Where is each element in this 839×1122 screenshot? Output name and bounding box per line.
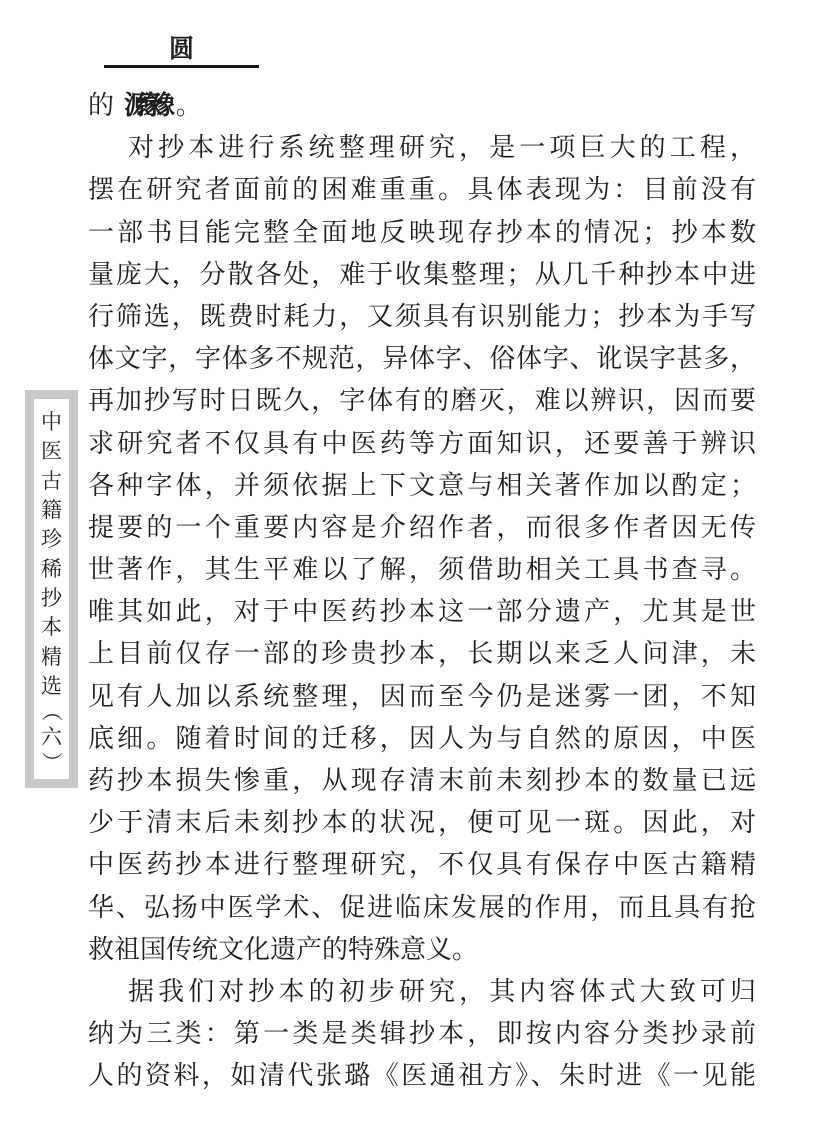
body-text-line: 体文字，字体多不规范，异体字、俗体字、讹误字甚多， <box>88 344 756 374</box>
body-text-line: 各种字体，并须依据上下文意与相关著作加以酌定； <box>88 470 756 500</box>
body-text-line: 中医药抄本进行整理研究，不仅具有保存中医古籍精 <box>88 850 756 880</box>
body-text-line: 救祖国传统文化遗产的特殊意义。 <box>88 934 479 964</box>
body-text-line: 求研究者不仅具有中医药等方面知识，还要善于辨识 <box>88 428 756 458</box>
intro-line <box>88 85 756 127</box>
body-text-line: 量庞大，分散各处，难于收集整理；从几千种抄本中进 <box>88 259 756 289</box>
book-series-label <box>25 390 78 788</box>
sidebar-vertical-char: （ <box>39 700 64 722</box>
body-text-line: 提要的一个重要内容是介绍作者，而很多作者因无传 <box>88 512 756 542</box>
sidebar-vertical-char: 中 <box>41 410 62 434</box>
overlapped-glyphs: 源缘豫 <box>124 91 162 120</box>
body-text-line: 行筛选，既费时耗力，又须具有识别能力；抄本为手写 <box>88 301 756 331</box>
sidebar-vertical-char: 精 <box>41 644 62 669</box>
sidebar-vertical-char: 古 <box>41 468 62 493</box>
vertical-title <box>41 409 62 771</box>
paragraph-lines <box>88 127 756 1097</box>
sidebar-vertical-char: 本 <box>41 615 62 640</box>
sidebar-vertical-char: ） <box>39 751 64 773</box>
body-text-line: 一部书目能完整全面地反映现存抄本的情况；抄本数 <box>88 217 756 247</box>
page-header <box>104 34 259 68</box>
body-text-line: 世著作，其生平难以了解，须借助相关工具书查寻。 <box>88 555 756 585</box>
sidebar-vertical-char: 珍 <box>41 527 62 552</box>
body-text-line: 唯其如此，对于中医药抄本这一部分遗产，尤其是世 <box>88 597 756 627</box>
body-text-line: 华、弘扬中医学术、促进临床发展的作用，而且具有抢 <box>88 892 756 922</box>
sidebar-vertical-char: 医 <box>41 439 62 464</box>
sidebar-vertical-char: 稀 <box>41 556 62 581</box>
sidebar-vertical-char: 籍 <box>41 497 62 522</box>
body-text-line: 见有人加以系统整理，因而至今仍是迷雾一团，不知 <box>88 681 756 711</box>
header-character: 圆 <box>168 36 194 63</box>
body-text-line: 上目前仅存一部的珍贵抄本，长期以来乏人问津，未 <box>88 639 756 669</box>
sidebar-vertical-char: 抄 <box>41 585 62 610</box>
body-text-line: 底细。随着时间的迁移，因人为与自然的原因，中医 <box>88 723 756 753</box>
body-text-line: 药抄本损失惨重，从现存清末前未刻抄本的数量已远 <box>88 766 756 795</box>
intro-prefix: 的 <box>88 91 115 120</box>
intro-suffix: 。 <box>175 91 202 120</box>
body-text-line: 纳为三类：第一类是类辑抄本，即按内容分类抄录前 <box>88 1019 756 1049</box>
body-text-line: 再加抄写时日既久，字体有的磨灭，难以辨识，因而要 <box>88 386 756 416</box>
body-text-line: 少于清末后未刻抄本的状况，便可见一斑。因此，对 <box>88 808 756 838</box>
body-text-block <box>88 85 756 1098</box>
sidebar-vertical-char: 选 <box>41 673 62 698</box>
body-text-line: 对抄本进行系统整理研究，是一项巨大的工程， <box>128 133 756 163</box>
body-text-line: 摆在研究者面前的困难重重。具体表现为：目前没有 <box>88 175 756 205</box>
body-text-line: 据我们对抄本的初步研究，其内容体式大致可归 <box>128 976 756 1006</box>
sidebar-vertical-char: 六 <box>41 724 62 749</box>
body-text-line: 人的资料，如清代张璐《医通祖方》、朱时进《一见能 <box>88 1061 756 1091</box>
